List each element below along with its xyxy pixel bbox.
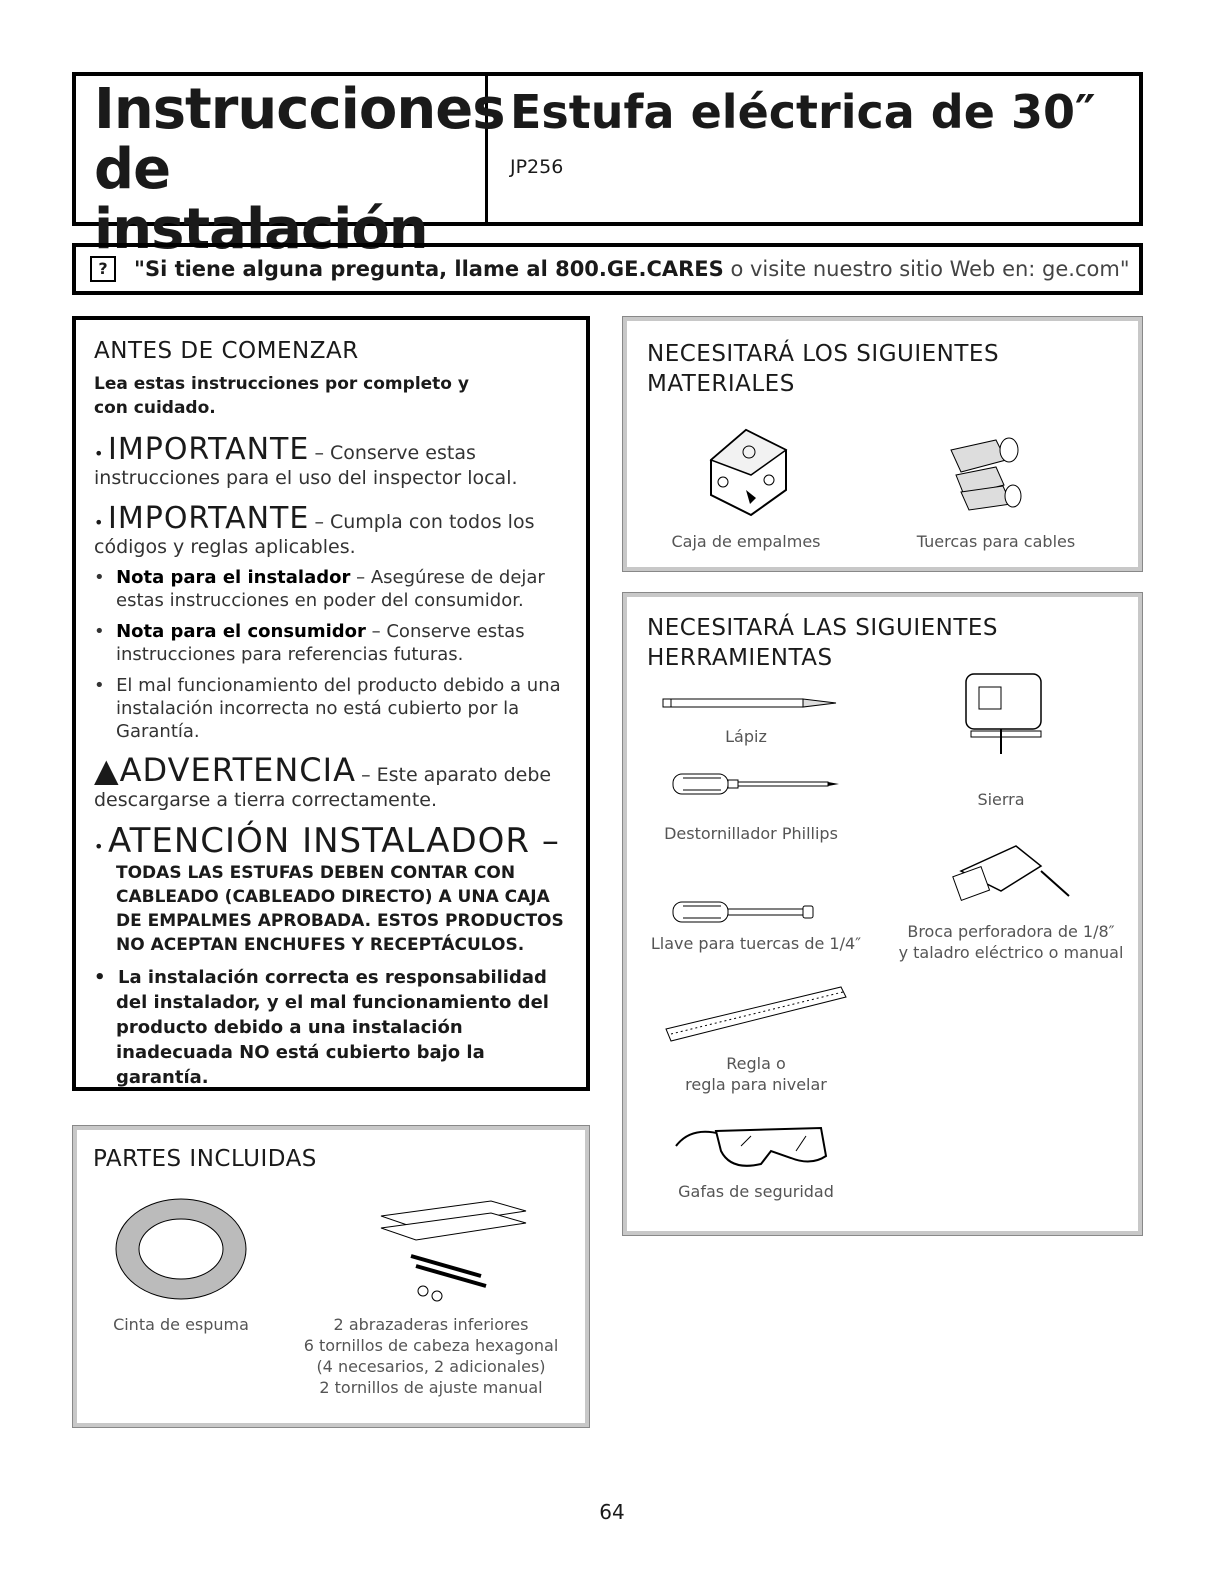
phillips-caption: Destornillador Phillips (664, 824, 838, 843)
attention-caps: TODAS LAS ESTUFAS DEBEN CONTAR CON CABLEADO (CABLEADO DIRECTO) A UNA CAJA DE EMPALMES APROBADA. ESTOS PRODUCTOS NO ACEPTAN ENCHUFES Y RECEPTÁCULOS. (116, 863, 564, 955)
pencil-caption: Lápiz (725, 727, 767, 746)
note-installer-text: – Asegúrese de dejar estas instrucciones en poder del consumidor. (116, 567, 545, 611)
contact-light-text: o visite nuestro sitio Web en: ge.com" (723, 257, 1130, 281)
note-consumer: • Nota para el consumidor – Conserve estas instrucciones para referencias futuras. (94, 621, 525, 665)
contact-bar (72, 243, 1143, 295)
important-2-text: – Cumpla con todos los códigos y reglas aplicables. (94, 511, 535, 558)
note-consumer-bold: Nota para el consumidor (116, 621, 366, 642)
ruler-caption-1: Regla o (726, 1054, 786, 1073)
brackets-and-screws-icon (371, 1196, 541, 1306)
goggles-caption: Gafas de seguridad (678, 1182, 834, 1201)
drill-icon (941, 831, 1081, 911)
materials-title-2: MATERIALES (647, 371, 795, 397)
tools-box (622, 592, 1143, 1236)
page-number: 64 (599, 1500, 625, 1524)
attention-head: ATENCIÓN INSTALADOR – (108, 821, 560, 861)
ruler-icon (661, 979, 851, 1049)
materials-title-1: NECESITARÁ LOS SIGUIENTES (647, 341, 1000, 367)
important-2-head: IMPORTANTE (108, 501, 310, 536)
note-warranty: • El mal funcionamiento del producto debido a una instalación incorrecta no está cubierto por la Garantía. (94, 675, 561, 742)
attention-note: • La instalación correcta es responsabilidad del instalador, y el mal funcionamiento del producto debido a una instalación inadecuada NO está cubierto bajo la garantía. (94, 967, 549, 1088)
important-1: • IMPORTANTE – Conserve estas instrucciones para el uso del inspector local. (94, 432, 518, 489)
header-product-block (488, 76, 1139, 222)
tools-title-2: HERRAMIENTAS (647, 645, 833, 671)
attention: • ATENCIÓN INSTALADOR – TODAS LAS ESTUFAS DEBEN CONTAR CON CABLEADO (CABLEADO DIRECTO) A UNA CAJA DE EMPALMES APROBADA. ESTOS PRODUCTOS NO ACEPTAN ENCHUFES Y RECEPTÁCULOS. • La instalación correcta es responsabilidad del instalador, y el mal funcionamiento del producto debido a una instalación inadecuada NO está cubierto bajo la garantía. (94, 821, 566, 1090)
junction-box-icon (691, 420, 801, 520)
foam-caption: Cinta de espuma (113, 1315, 249, 1334)
saw-caption: Sierra (977, 790, 1025, 809)
hardware-caption-3: (4 necesarios, 2 adicionales) (316, 1357, 546, 1376)
note-installer: • Nota para el instalador – Asegúrese de dejar estas instrucciones en poder del consumidor. (94, 567, 545, 611)
header (72, 72, 1143, 262)
before-starting-box (72, 316, 590, 1091)
note-warranty-text: El mal funcionamiento del producto debido a una instalación incorrecta no está cubierto por la Garantía. (116, 675, 561, 742)
title-line2: de instalación (94, 137, 428, 262)
warning-icon: ▲ (94, 751, 120, 789)
parts-title: PARTES INCLUIDAS (93, 1146, 317, 1172)
foam-tape-icon (111, 1194, 251, 1304)
model-number: JP256 (510, 156, 564, 178)
warning-head: ADVERTENCIA (119, 751, 356, 789)
warning (94, 751, 566, 811)
drill-caption-2: y taladro eléctrico o manual (898, 943, 1124, 962)
warning-text: – Este aparato debe descargarse a tierra correctamente. (94, 764, 552, 811)
hardware-caption-1: 2 abrazaderas inferiores (333, 1315, 529, 1334)
header-title-block (76, 76, 505, 262)
attention-note-text: La instalación correcta es responsabilidad del instalador, y el mal funcionamiento del producto debido a una instalación inadecuada NO está cubierto bajo la garantía. (116, 967, 549, 1088)
title-line1: Instrucciones (94, 77, 505, 142)
nut-driver-icon (671, 897, 821, 927)
parts-box (72, 1125, 590, 1428)
pencil-icon (661, 696, 841, 710)
question-icon: ? (90, 256, 116, 282)
wire-nuts-icon (941, 430, 1041, 515)
wire-nuts-caption: Tuercas para cables (916, 532, 1076, 551)
nut-driver-caption: Llave para tuercas de 1/4″ (650, 934, 862, 953)
saw-icon (961, 669, 1051, 759)
important-1-head: IMPORTANTE (108, 432, 310, 467)
before-title: ANTES DE COMENZAR (94, 338, 359, 364)
contact-bold-text: "Si tiene alguna pregunta, llame al 800.GE.CARES (134, 257, 724, 281)
tools-title-1: NECESITARÁ LAS SIGUIENTES (647, 615, 999, 641)
note-installer-bold: Nota para el instalador (116, 567, 351, 588)
materials-box (622, 316, 1143, 572)
drill-caption-1: Broca perforadora de 1/8″ (907, 922, 1115, 941)
safety-goggles-icon (671, 1116, 841, 1176)
junction-box-caption: Caja de empalmes (671, 532, 821, 551)
important-2: • IMPORTANTE – Cumpla con todos los códigos y reglas aplicables. (94, 501, 535, 558)
note-consumer-text: – Conserve estas instrucciones para referencias futuras. (116, 621, 525, 665)
ruler-caption-2: regla para nivelar (685, 1075, 827, 1094)
hardware-caption-2: 6 tornillos de cabeza hexagonal (303, 1336, 559, 1355)
product-title: Estufa eléctrica de 30″ (510, 85, 1096, 139)
phillips-screwdriver-icon (671, 769, 841, 799)
before-subtitle: Lea estas instrucciones por completo y con cuidado. (94, 374, 469, 418)
hardware-caption-4: 2 tornillos de ajuste manual (319, 1378, 543, 1397)
important-1-text: – Conserve estas instrucciones para el uso del inspector local. (94, 442, 518, 489)
